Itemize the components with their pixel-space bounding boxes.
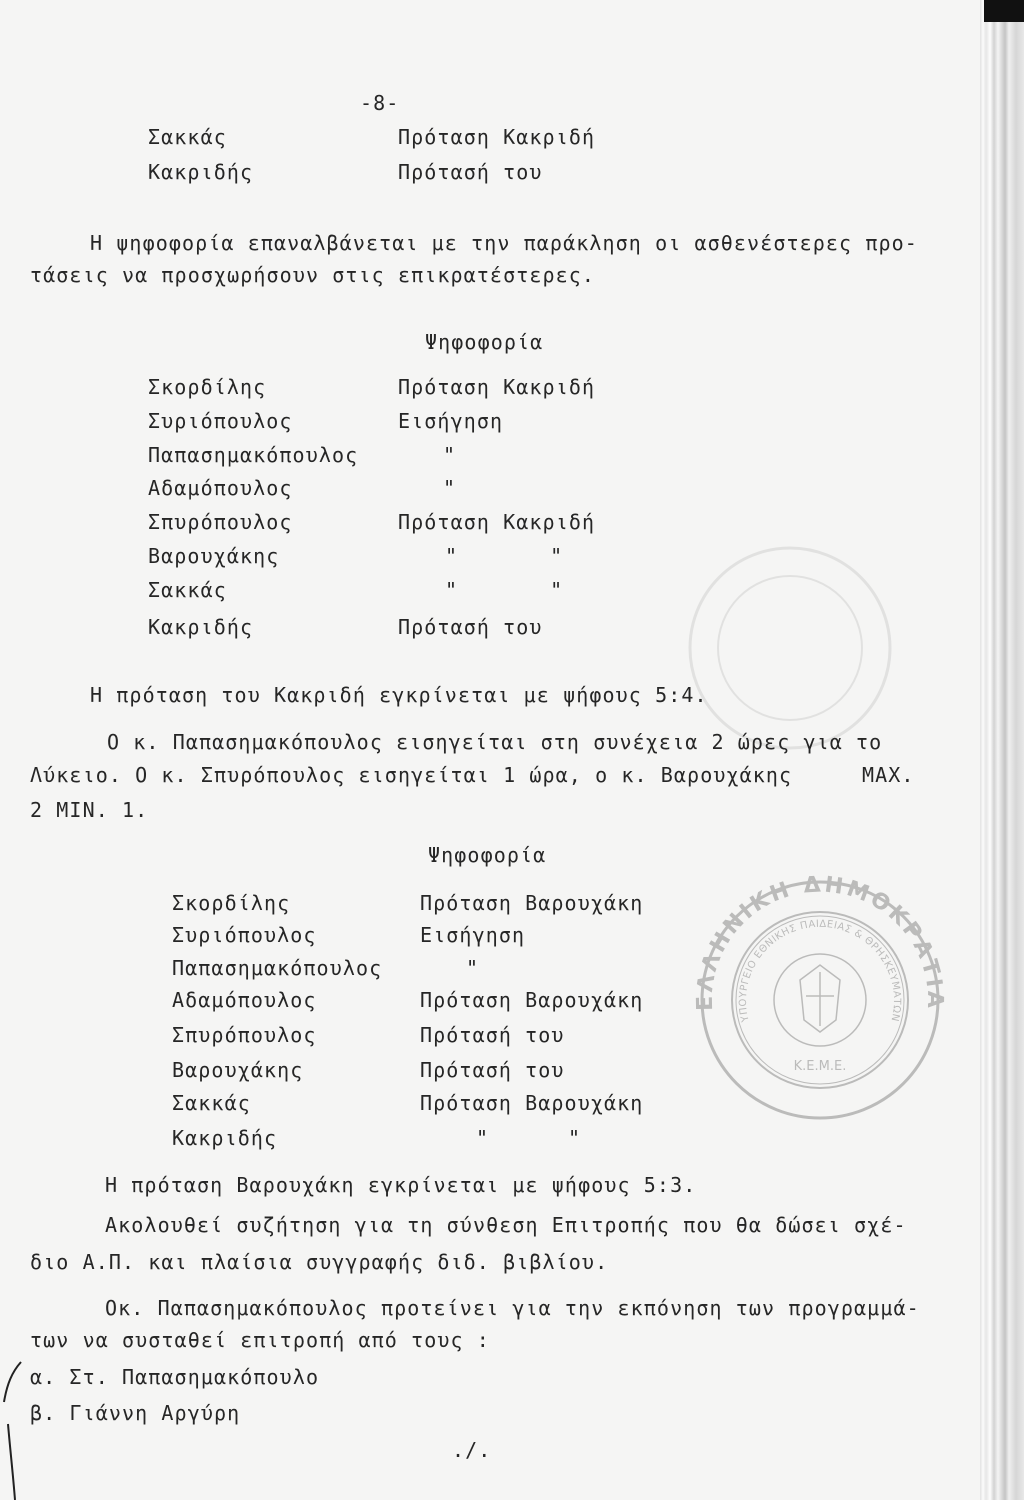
voter-choice-ditto: " xyxy=(466,956,480,980)
voter-choice: Πρότασή του xyxy=(420,1023,565,1047)
seal-outer-text: ΕΛΛΗΝΙΚΗ ΔΗΜΟΚΡΑΤΙΑ xyxy=(692,872,948,1012)
voter-choice: Πρότασή του xyxy=(398,160,543,184)
voter-name: Αδαμόπουλος xyxy=(172,988,317,1012)
voter-choice: Εισήγηση xyxy=(420,923,526,947)
voter-choice: Πρόταση Κακριδή xyxy=(398,375,596,399)
paragraph-line: MAX. xyxy=(862,763,915,787)
voter-name: Σκορδίλης xyxy=(148,375,267,399)
voter-choice: Πρόταση Κακριδή xyxy=(398,125,596,149)
voter-name: Κακριδής xyxy=(172,1126,278,1150)
voter-choice-ditto: " " xyxy=(476,1126,582,1150)
voter-choice-ditto: " xyxy=(443,476,457,500)
voter-choice-ditto: " " xyxy=(445,578,564,602)
voter-choice: Πρόταση Βαρουχάκη xyxy=(420,891,644,915)
seal-emblem-ring xyxy=(774,954,866,1046)
page-binding-edge xyxy=(980,0,1024,1500)
voter-choice: Πρόταση Βαρουχάκη xyxy=(420,988,644,1012)
paragraph-line: Ακολουθεί συζήτηση για τη σύνθεση Επιτροπής που θα δώσει σχέ- xyxy=(105,1213,907,1237)
seal-middle-ring-inner xyxy=(736,916,904,1084)
paragraph-line: Οκ. Παπασημακόπουλος προτείνει για την εκπόνηση των προγραμμά- xyxy=(105,1296,920,1320)
page-corner-shadow xyxy=(984,0,1024,22)
paragraph-line: Ο κ. Παπασημακόπουλος εισηγείται στη συνέχεια 2 ώρες για το xyxy=(107,730,883,754)
seal-emblem-shield-icon xyxy=(800,965,840,1032)
faint-seal-upper xyxy=(690,548,890,748)
voter-name: Παπασημακόπουλος xyxy=(172,956,383,980)
voter-name: Σακκάς xyxy=(148,578,227,602)
voter-name: Σακκάς xyxy=(148,125,227,149)
voter-name: Σκορδίλης xyxy=(172,891,291,915)
voter-name: Σπυρόπουλος xyxy=(172,1023,317,1047)
faint-seal-outer-ring xyxy=(690,548,890,748)
continuation-mark: ./. xyxy=(452,1438,492,1462)
voter-choice: Πρότασή του xyxy=(398,615,543,639)
voter-choice: Πρόταση Βαρουχάκη xyxy=(420,1091,644,1115)
voter-name: Κακριδής xyxy=(148,615,254,639)
voter-choice-ditto: " " xyxy=(445,544,564,568)
faint-seal-inner-ring xyxy=(718,576,862,720)
seal-outer-ring xyxy=(702,882,938,1118)
official-seal xyxy=(693,872,947,1118)
voter-name: Αδαμόπουλος xyxy=(148,476,293,500)
paragraph-line: Λύκειο. Ο κ. Σπυρόπουλος εισηγείται 1 ώρα, ο κ. Βαρουχάκης xyxy=(30,763,793,787)
vote-heading: Ψηφοφορία xyxy=(428,843,547,867)
voter-choice-ditto: " xyxy=(443,443,457,467)
handwritten-margin-stroke xyxy=(4,1362,21,1402)
paragraph-line: διο Α.Π. και πλαίσια συγγραφής διδ. βιβλίου. xyxy=(30,1250,609,1274)
handwritten-margin-stroke xyxy=(8,1424,15,1500)
voter-name: Βαρουχάκης xyxy=(148,544,280,568)
committee-member: α. Στ. Παπασημακόπουλο xyxy=(30,1365,320,1389)
vote-heading: Ψηφοφορία xyxy=(425,330,544,354)
seal-emblem-cross-icon xyxy=(806,972,834,1026)
voter-name: Παπασημακόπουλος xyxy=(148,443,359,467)
paragraph-line: των να συσταθεί επιτροπή από τους : xyxy=(30,1328,490,1352)
vote-result: Η πρόταση Βαρουχάκη εγκρίνεται με ψήφους 5:3. xyxy=(105,1173,697,1197)
page-number: -8- xyxy=(360,91,400,115)
voter-name: Συριόπουλος xyxy=(148,409,293,433)
voter-name: Κακριδής xyxy=(148,160,254,184)
seal-inner-text: ΥΠΟΥΡΓΕΙΟ ΕΘΝΙΚΗΣ ΠΑΙΔΕΙΑΣ & ΘΡΗΣΚΕΥΜΑΤΩΝ xyxy=(737,918,903,1023)
paragraph-line: 2 MIN. 1. xyxy=(30,798,149,822)
paragraph-line: τάσεις να προσχωρήσουν στις επικρατέστερες. xyxy=(30,263,596,287)
committee-member: β. Γιάννη Αργύρη xyxy=(30,1401,241,1425)
voter-name: Σακκάς xyxy=(172,1091,251,1115)
voter-name: Συριόπουλος xyxy=(172,923,317,947)
seal-bottom-text: Κ.Ε.Μ.Ε. xyxy=(793,1059,847,1074)
vote-result: Η πρόταση του Κακριδή εγκρίνεται με ψήφους 5:4. xyxy=(90,683,708,707)
voter-choice: Εισήγηση xyxy=(398,409,504,433)
voter-name: Βαρουχάκης xyxy=(172,1058,304,1082)
voter-choice: Πρότασή του xyxy=(420,1058,565,1082)
seal-middle-ring xyxy=(732,912,908,1088)
voter-name: Σπυρόπουλος xyxy=(148,510,293,534)
paragraph-line: Η ψηφοφορία επαναλβάνεται με την παράκληση οι ασθενέστερες προ- xyxy=(90,231,918,255)
voter-choice: Πρόταση Κακριδή xyxy=(398,510,596,534)
